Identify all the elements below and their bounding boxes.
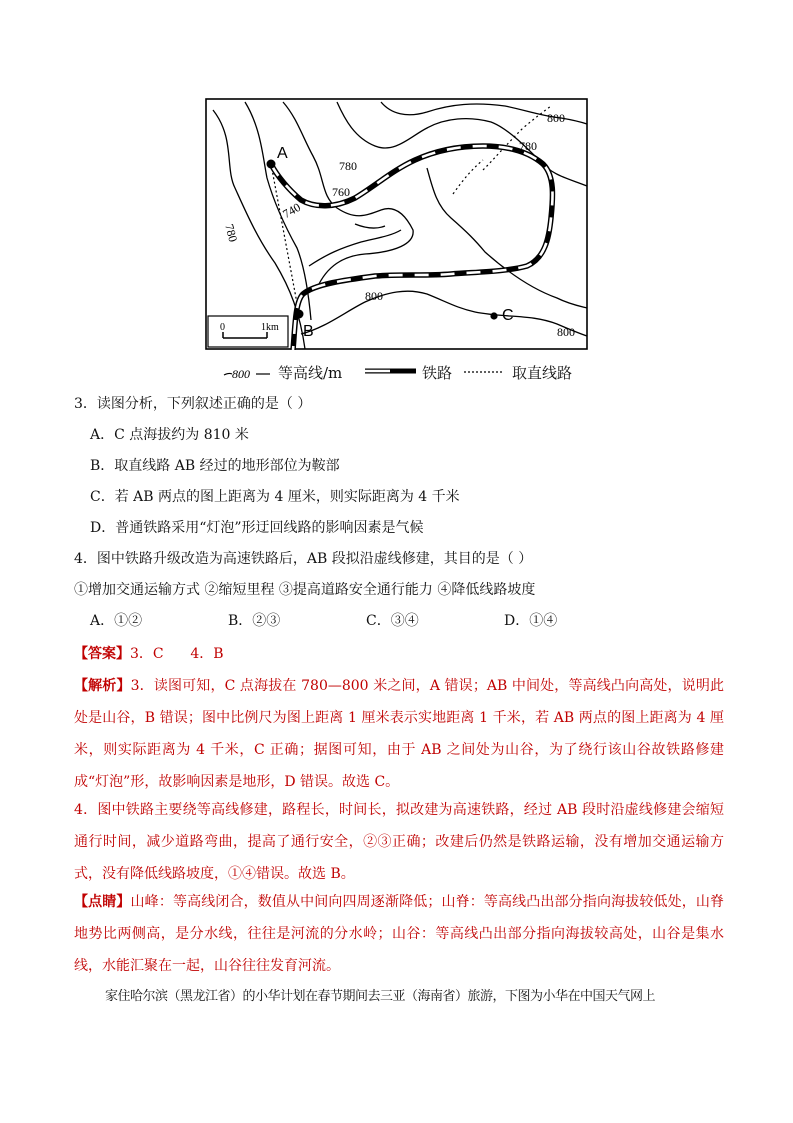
- answer-tag: 【答案】: [74, 646, 130, 662]
- q4-option-b: B．②③: [228, 613, 281, 629]
- legend-contour-label: 等高线/m: [278, 364, 343, 382]
- point-c-label: C: [502, 307, 514, 324]
- tip-paragraph: [74, 886, 724, 982]
- next-question-intro: 家住哈尔滨（黑龙江省）的小华计划在春节期间去三亚（海南省）旅游，下图为小华在中国天气网上: [105, 989, 656, 1004]
- contour-map-figure: [205, 98, 588, 350]
- map-frame: [206, 99, 587, 349]
- legend-railway-label: 铁路: [422, 364, 453, 382]
- contour-label-780-right: 780: [519, 139, 537, 153]
- q3-option-a: A．C 点海拔约为 810 米: [90, 427, 249, 443]
- answer-line: [74, 644, 724, 664]
- analysis-paragraph-2: 4．图中铁路主要绕等高线修建，路程长，时间长，拟改建为高速铁路，经过 AB 段时沿虚线修建会缩短通行时间，减少道路弯曲，提高了通行安全，②③正确；改建后仍然是铁路运输，没有增加交通运输方式，没有降低线路坡度，①④错误。故选 B。: [74, 802, 724, 882]
- tip-text: 山峰：等高线闭合，数值从中间向四周逐渐降低；山脊：等高线凸出部分指向海拔较低处，山脊地势比两侧高，是分水线，往往是河流的分水岭；山谷：等高线凸出部分指向海拔较高处，山谷是集水线，水能汇聚在一起，山谷往往发育河流。: [74, 894, 725, 974]
- q3-option-b: B．取直线路 AB 经过的地形部位为鞍部: [90, 458, 340, 474]
- point-b-dot: [295, 310, 304, 319]
- q3-option-d: D．普通铁路采用“灯泡”形迂回线路的影响因素是气候: [90, 520, 424, 536]
- scale-zero-label: 0: [220, 322, 225, 333]
- legend-straight-label: 取直线路: [512, 364, 573, 382]
- contour-label-800-bottom: 800: [557, 325, 575, 339]
- answer-text: 3．C 4．B: [130, 646, 224, 662]
- contour-label-740: 740: [280, 199, 303, 222]
- q4-statements: ①增加交通运输方式 ②缩短里程 ③提高道路安全通行能力 ④降低线路坡度: [74, 582, 536, 598]
- q4-option-c: C．③④: [366, 613, 419, 629]
- point-c-dot: [490, 312, 497, 319]
- q3-stem: 3．读图分析，下列叙述正确的是（ ）: [74, 396, 312, 412]
- analysis-q3-text: 3．读图可知，C 点海拔在 780—800 米之间，A 错误；AB 中间处，等高线凸向高处，说明此处是山谷，B 错误；图中比例尺为图上距离 1 厘米表示实地距离 1 千米，若 AB 两点的图上距离为 4 厘米，则实际距离为 4 千米，C 正确；据图可知，由于 AB 之间处为山谷，为了绕行该山谷故铁路修建成“灯泡”形，故影响因素是地形，D 错误。故选 C。: [74, 678, 724, 790]
- q4-options: [90, 611, 740, 631]
- analysis-tag: 【解析】: [74, 678, 131, 694]
- map-legend: [222, 361, 592, 383]
- q4-option-a: A．①②: [90, 613, 143, 629]
- point-a-label: A: [277, 145, 288, 162]
- q4-option-d: D．①④: [504, 613, 558, 629]
- contour-label-800-top: 800: [547, 111, 565, 125]
- contour-label-780-mid: 780: [339, 159, 357, 173]
- analysis-paragraph-1: [74, 670, 724, 798]
- scale-km-label: 1km: [261, 322, 279, 333]
- contour-label-760: 760: [332, 185, 350, 199]
- legend-contour-line: [224, 373, 232, 375]
- point-b-label: B: [303, 323, 314, 340]
- q4-stem: 4．图中铁路升级改造为高速铁路后，AB 段拟沿虚线修建，其目的是（ ）: [74, 551, 533, 567]
- legend-contour-sample: 800: [232, 367, 250, 381]
- q3-option-c: C．若 AB 两点的图上距离为 4 厘米，则实际距离为 4 千米: [90, 489, 460, 505]
- contour-label-800-mid: 800: [365, 289, 383, 303]
- point-a-dot: [267, 160, 276, 169]
- contour-label-780-left: 780: [222, 222, 241, 244]
- tip-tag: 【点睛】: [74, 894, 131, 910]
